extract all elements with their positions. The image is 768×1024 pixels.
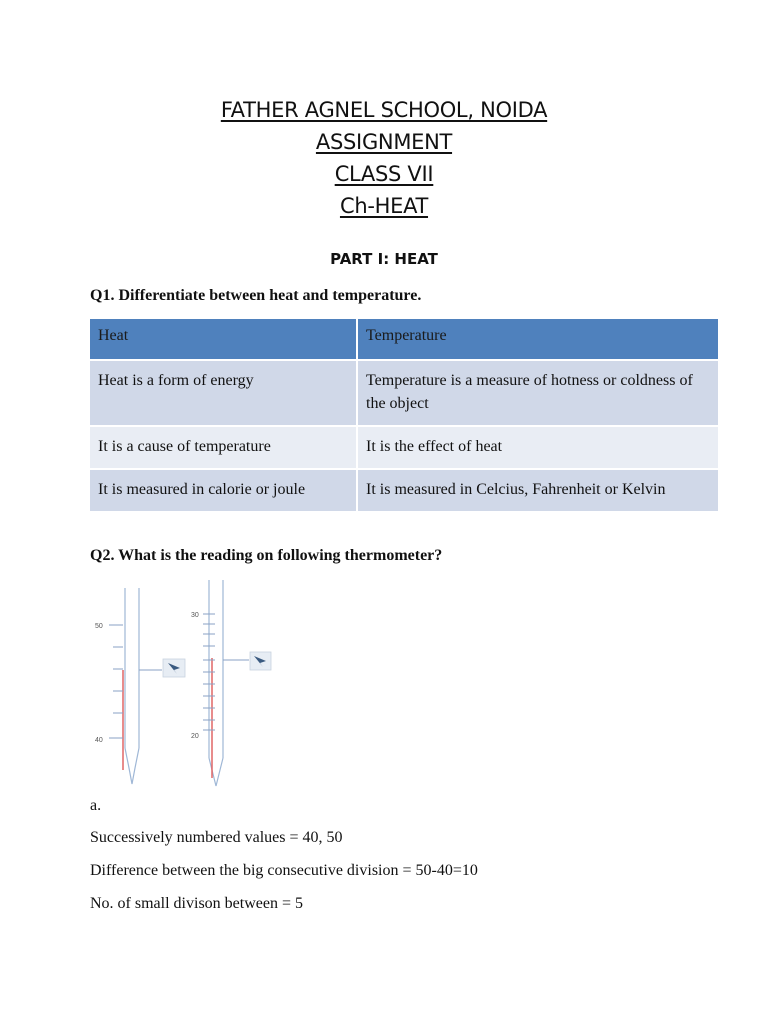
answer-label: a. <box>90 797 102 814</box>
part-title: PART I: HEAT <box>330 250 438 268</box>
table-cell: It is measured in Celcius, Fahrenheit or Kelvin <box>357 469 719 512</box>
assignment-title: ASSIGNMENT <box>315 130 453 154</box>
table-header-heat: Heat <box>90 319 357 360</box>
thermometer-1-top-label: 50 <box>95 623 103 630</box>
thermometer-figure <box>85 578 285 790</box>
thermometer-2 <box>191 580 271 786</box>
table-row <box>90 426 719 469</box>
question-2: Q2. What is the reading on following thermometer? <box>90 547 443 564</box>
table-header-temperature: Temperature <box>357 319 719 360</box>
table-row <box>90 360 719 426</box>
comparison-table <box>90 319 720 513</box>
table-row <box>90 469 719 512</box>
thermometer-2-bottom-label: 20 <box>191 733 199 740</box>
chapter-title: Ch-HEAT <box>339 194 429 218</box>
answer-line-1: Successively numbered values = 40, 50 <box>90 829 343 846</box>
table-cell: It is the effect of heat <box>357 426 719 469</box>
table-cell: It is measured in calorie or joule <box>90 469 357 512</box>
table-cell: It is a cause of temperature <box>90 426 357 469</box>
answer-line-2: Difference between the big consecutive division = 50-40=10 <box>90 862 478 879</box>
question-1: Q1. Differentiate between heat and temperature. <box>90 287 422 304</box>
table-cell: Heat is a form of energy <box>90 360 357 426</box>
table-header-row <box>90 319 719 360</box>
class-title: CLASS VII <box>334 162 434 186</box>
school-name: FATHER AGNEL SCHOOL, NOIDA <box>220 98 548 122</box>
thermometer-1 <box>95 588 185 784</box>
document-header <box>0 94 768 222</box>
answer-line-3: No. of small divison between = 5 <box>90 895 303 912</box>
table-cell: Temperature is a measure of hotness or coldness of the object <box>357 360 719 426</box>
thermometer-2-top-label: 30 <box>191 612 199 619</box>
thermometer-1-bottom-label: 40 <box>95 737 103 744</box>
